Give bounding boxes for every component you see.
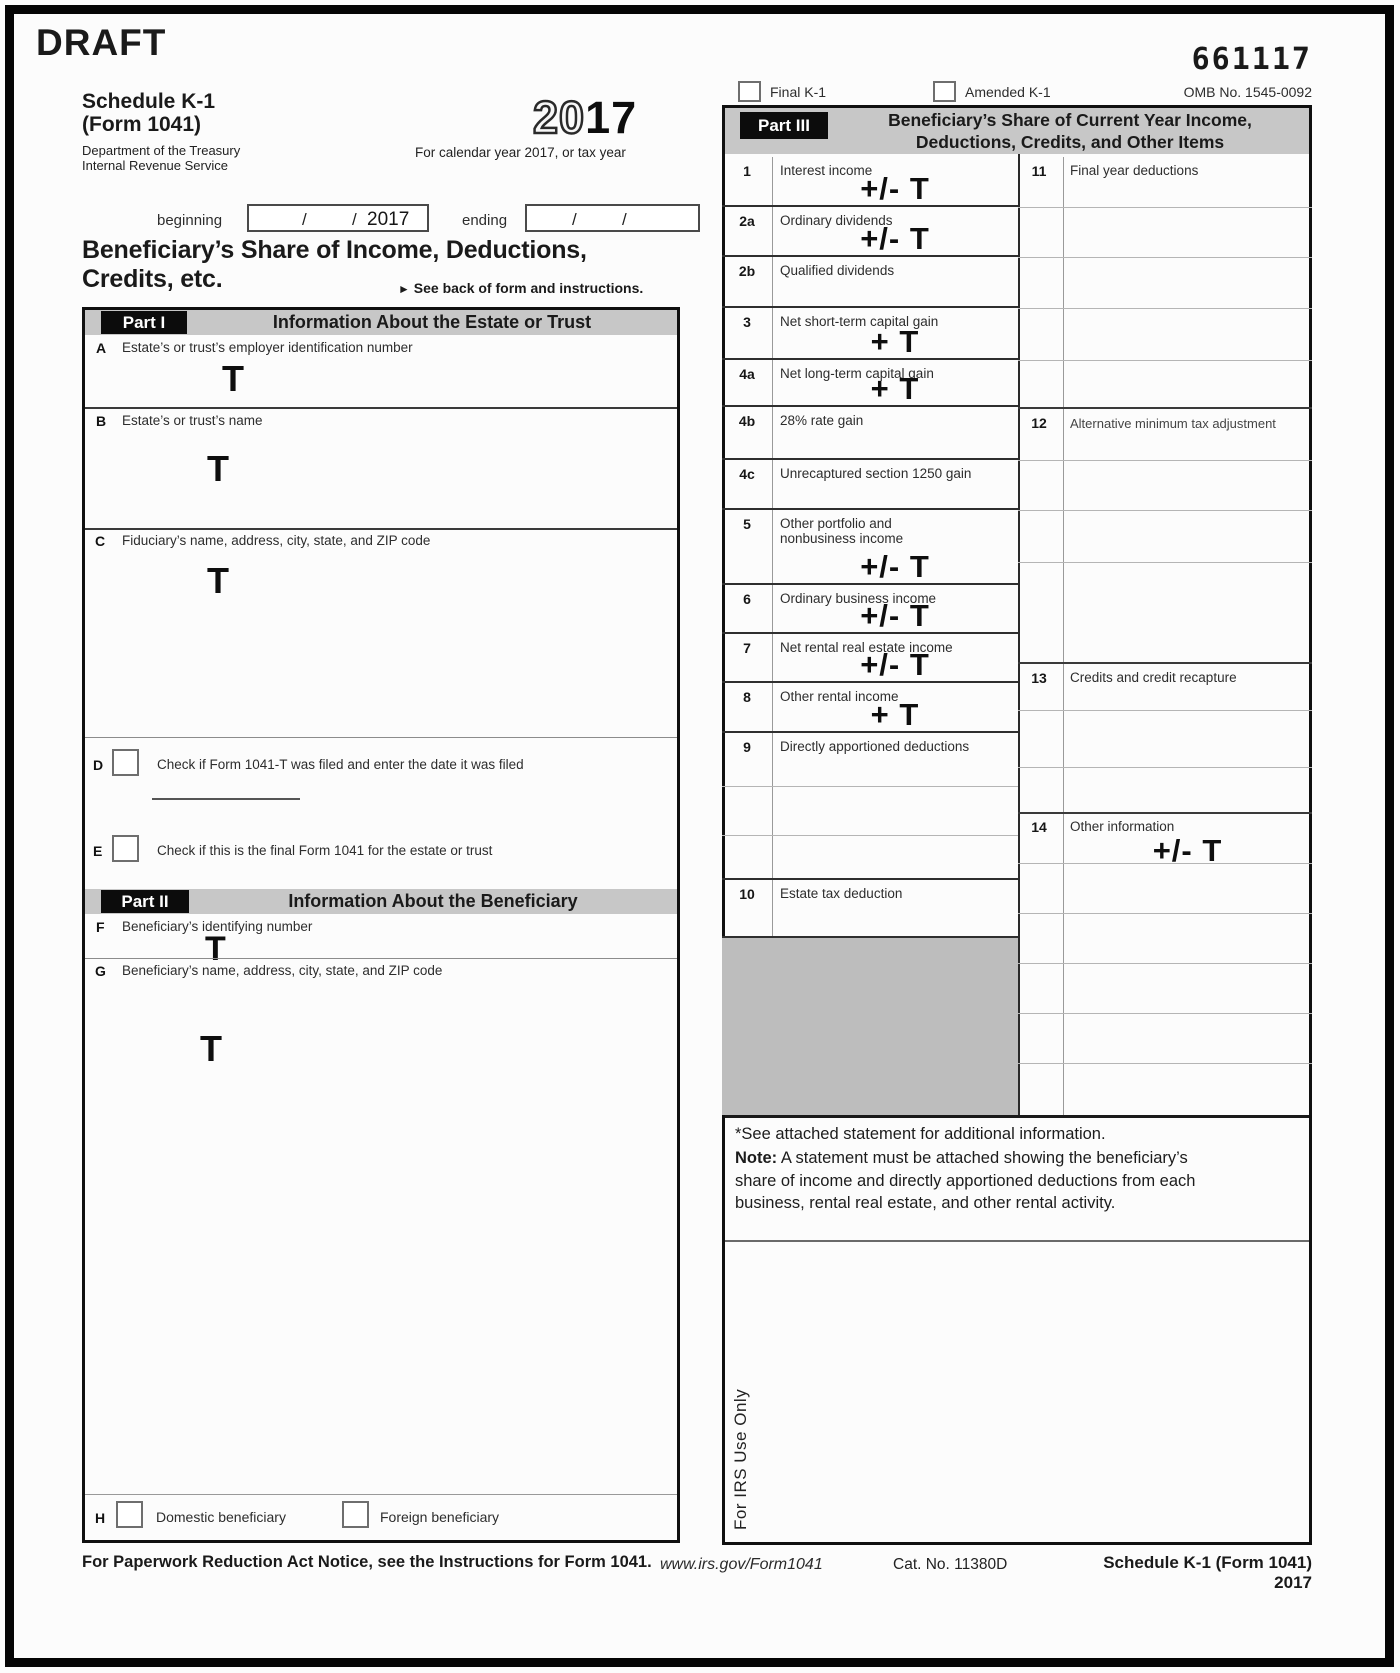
beginning-slash-2: / (352, 210, 357, 229)
row-e-letter: E (93, 843, 103, 859)
row-e-label: Check if this is the final Form 1041 for the estate or trust (157, 843, 493, 858)
divider (1018, 407, 1312, 409)
beginning-label: beginning (157, 212, 223, 229)
beginning-slash-1: / (302, 210, 307, 229)
p3-row-9-label: Directly apportioned deductions (780, 739, 970, 754)
p3-row-4b (722, 407, 1018, 460)
p3-row-1-value[interactable]: +/- T (860, 171, 930, 206)
beginning-year: 2017 (367, 209, 410, 230)
p3-row-9-num: 9 (743, 739, 751, 755)
p3-row-5-num: 5 (743, 516, 751, 532)
p3-row-14-label: Other information (1070, 819, 1175, 834)
p3-row-8 (722, 683, 1018, 733)
part3-title-line2: Deductions, Credits, and Other Items (915, 132, 1225, 152)
p3-row-4b-num: 4b (738, 413, 756, 429)
p3-row-14-num: 14 (1031, 819, 1047, 835)
p3-row-13-label: Credits and credit recapture (1070, 670, 1237, 685)
part1-bar (85, 310, 677, 335)
note-bold: Note: (735, 1149, 778, 1167)
row-a-value[interactable]: T (222, 358, 244, 399)
p3-row-6-label: Ordinary business income (780, 591, 937, 606)
part2-bar (85, 889, 677, 914)
p3-row-7-label: Net rental real estate income (780, 640, 953, 655)
divider (85, 407, 677, 409)
row-f-label: Beneficiary’s identifying number (122, 919, 313, 934)
p3-row-4b-label: 28% rate gain (780, 413, 864, 428)
p3-row-9 (722, 733, 1018, 880)
p3-row-8-num: 8 (743, 689, 751, 705)
p3-row-3-num: 3 (743, 314, 751, 330)
p3-row-4c-label: Unrecaptured section 1250 gain (780, 466, 972, 481)
divider (85, 737, 677, 738)
note-text: A statement must be attached showing the beneficiary’s share of income and directly apportioned deductions from each business, rental real estate, and other rental activity. (735, 1149, 1196, 1212)
p3-row-14-value[interactable]: +/- T (1152, 833, 1223, 868)
ending-slash-2: / (622, 210, 627, 229)
catalog-number: Cat. No. 11380D (893, 1556, 1008, 1573)
schedule-name: Schedule K-1 (82, 90, 216, 113)
part1-tag: Part I (101, 311, 187, 334)
part3-bar (725, 108, 1309, 154)
shaded-unused-area (722, 938, 1018, 1115)
draft-code: 661117 (1191, 42, 1312, 77)
omb-number: OMB No. 1545-0092 (1183, 84, 1312, 100)
p3-row-4a-label: Net long-term capital gain (780, 366, 934, 381)
row-g-letter: G (95, 963, 106, 979)
part2-title: Information About the Beneficiary (288, 891, 578, 911)
see-back-note (398, 280, 643, 296)
divider (1018, 460, 1312, 461)
p3-row-10-label: Estate tax deduction (780, 886, 903, 901)
see-back-text: See back of form and instructions. (413, 280, 644, 296)
p3-row-8-label: Other rental income (780, 689, 899, 704)
row-g-value[interactable]: T (200, 1028, 222, 1069)
divider (1018, 913, 1312, 914)
p3-row-2b-num: 2b (738, 263, 756, 279)
p3-row-2a (722, 207, 1018, 257)
tax-year-outline: 20 (533, 92, 586, 143)
ending-label: ending (462, 212, 508, 229)
divider (1018, 662, 1312, 664)
p3-row-1-label: Interest income (780, 163, 873, 178)
irs-url: www.irs.gov/Form1041 (660, 1556, 823, 1573)
part2-tag: Part II (101, 890, 189, 913)
p3-row-11-label: Final year deductions (1070, 163, 1199, 178)
beginning-date-box[interactable] (247, 204, 429, 232)
row-d-checkbox[interactable] (112, 749, 139, 776)
p3-row-8-value[interactable]: + T (870, 697, 920, 732)
calendar-year-line: For calendar year 2017, or tax year (415, 145, 626, 160)
row-b-letter: B (96, 413, 107, 429)
amended-k1-label: Amended K-1 (965, 84, 1051, 100)
p3-row-4a-value[interactable]: + T (870, 371, 920, 406)
row-e-checkbox[interactable] (112, 835, 139, 862)
p3-row-4c-num: 4c (739, 466, 755, 482)
p3-row-6-num: 6 (743, 591, 751, 607)
p3-row-2a-value[interactable]: +/- T (860, 221, 930, 256)
foreign-beneficiary-checkbox[interactable] (342, 1501, 369, 1528)
dept-line2: Internal Revenue Service (82, 158, 228, 173)
domestic-beneficiary-label: Domestic beneficiary (156, 1509, 286, 1525)
p3-row-10 (722, 880, 1018, 938)
divider (85, 958, 677, 959)
divider (1018, 207, 1312, 208)
attachment-note (735, 1147, 1215, 1215)
row-a-letter: A (96, 340, 107, 356)
row-d-date-line[interactable] (152, 798, 300, 800)
p3-row-5 (722, 510, 1018, 585)
dept-line1: Department of the Treasury (82, 143, 241, 158)
divider (85, 1494, 677, 1495)
tax-year-bold: 17 (585, 92, 638, 143)
footer-schedule-id: Schedule K-1 (Form 1041) 2017 (1103, 1553, 1312, 1592)
p3-row-4a-num: 4a (739, 366, 755, 382)
divider (1018, 863, 1312, 864)
p3-row-4a (722, 360, 1018, 407)
p3-row-3-label: Net short-term capital gain (780, 314, 939, 329)
divider (722, 835, 1018, 836)
see-attached-note: *See attached statement for additional information. (735, 1125, 1106, 1143)
divider (1018, 257, 1312, 258)
divider (1018, 510, 1312, 511)
divider (1018, 963, 1312, 964)
divider (1018, 812, 1312, 814)
divider (1018, 308, 1312, 309)
p3-row-12-label: Alternative minimum tax adjustment (1070, 416, 1276, 431)
final-k1-checkbox[interactable] (738, 81, 761, 102)
p3-row-3 (722, 308, 1018, 360)
p3-right-column (1018, 157, 1312, 1115)
divider (1018, 710, 1312, 711)
form-title-line2: Credits, etc. (82, 265, 223, 293)
p3-row-2b-label: Qualified dividends (780, 263, 895, 278)
divider (85, 528, 677, 530)
ending-date-box[interactable] (525, 204, 700, 232)
form-number: (Form 1041) (82, 113, 202, 136)
row-b-label: Estate’s or trust’s name (122, 413, 263, 428)
p3-row-5-label: Other portfolio and nonbusiness income (780, 516, 904, 546)
final-k1-label: Final K-1 (770, 84, 827, 100)
for-irs-use-only-label: For IRS Use Only (731, 1388, 750, 1530)
row-b-value[interactable]: T (207, 448, 229, 489)
part3-title-line1: Beneficiary’s Share of Current Year Income, (888, 110, 1252, 130)
p3-row-2a-num: 2a (739, 213, 755, 229)
p3-row-10-num: 10 (739, 886, 755, 902)
domestic-beneficiary-checkbox[interactable] (116, 1501, 143, 1528)
row-f-value[interactable]: T (205, 930, 226, 968)
row-c-value[interactable]: T (207, 560, 229, 601)
form-title-line1: Beneficiary’s Share of Income, Deductions, (82, 236, 587, 264)
foreign-beneficiary-label: Foreign beneficiary (380, 1509, 500, 1525)
p3-row-2b (722, 257, 1018, 308)
row-d-letter: D (93, 757, 104, 773)
row-g-label: Beneficiary’s name, address, city, state, and ZIP code (122, 963, 443, 978)
divider (1018, 767, 1312, 768)
p3-row-6 (722, 585, 1018, 634)
row-c-letter: C (95, 533, 106, 549)
divider (1018, 1013, 1312, 1014)
draft-watermark: DRAFT (36, 22, 167, 63)
p3-row-12-num: 12 (1031, 415, 1047, 431)
divider (1018, 1063, 1312, 1064)
p3-row-7 (722, 634, 1018, 683)
row-f-letter: F (96, 919, 105, 935)
divider (1018, 562, 1312, 563)
tax-year (533, 92, 637, 144)
part3-tag: Part III (740, 112, 828, 139)
paperwork-notice: For Paperwork Reduction Act Notice, see the Instructions for Form 1041. (82, 1553, 652, 1571)
p3-row-7-value[interactable]: +/- T (860, 647, 930, 682)
row-h-letter: H (95, 1510, 106, 1526)
p3-row-7-num: 7 (743, 640, 751, 656)
row-d-label: Check if Form 1041-T was filed and enter the date it was filed (157, 757, 524, 772)
ending-slash-1: / (572, 210, 577, 229)
arrow-icon: ► (398, 282, 410, 296)
p3-row-11-num: 11 (1031, 163, 1047, 179)
amended-k1-checkbox[interactable] (933, 81, 956, 102)
p3-row-6-value[interactable]: +/- T (860, 598, 930, 633)
divider (722, 786, 1018, 787)
p3-row-2a-label: Ordinary dividends (780, 213, 893, 228)
statement-note-box (725, 1115, 1309, 1242)
p3-row-4c (722, 460, 1018, 510)
p3-row-1 (722, 157, 1018, 207)
p3-row-13-num: 13 (1031, 670, 1047, 686)
p3-row-5-value[interactable]: +/- T (860, 549, 930, 584)
row-c-label: Fiduciary’s name, address, city, state, and ZIP code (122, 533, 431, 548)
part1-title: Information About the Estate or Trust (272, 312, 592, 332)
p3-row-3-value[interactable]: + T (870, 324, 920, 359)
divider (1018, 360, 1312, 361)
row-a-label: Estate’s or trust’s employer identification number (122, 340, 413, 355)
p3-row-1-num: 1 (743, 163, 751, 179)
